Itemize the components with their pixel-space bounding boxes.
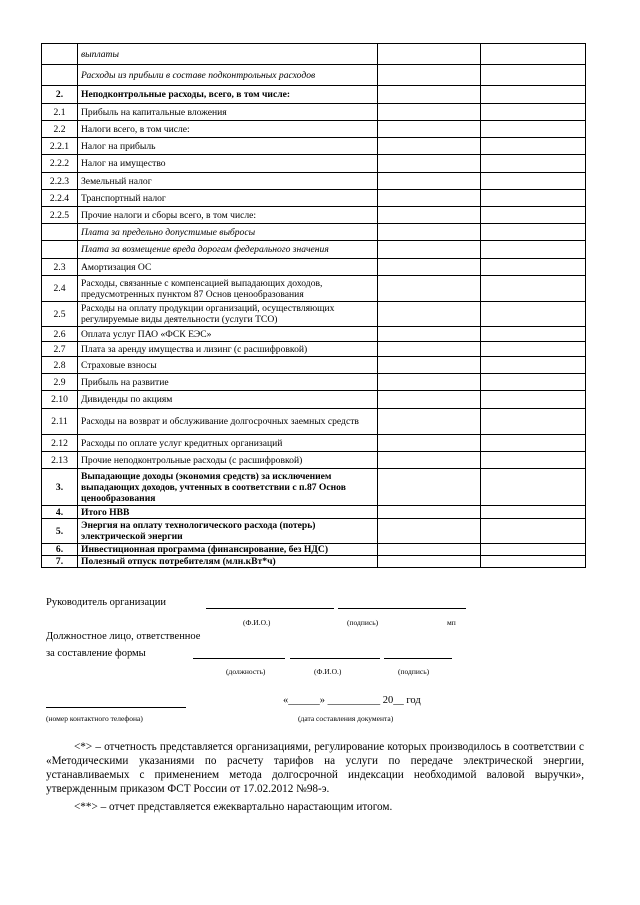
footnote-1: <*> – отчетность представляется организациями, регулирование которых производилось в соответствии с «Методическими указаниями по расчету тарифов на услуги по передаче электрической энергии, устанавливаемых с применением метода долгосрочной индексации необходимой валовой выручки», утвержденным приказом ФСТ России от 17.02.2012 №98-э. — [46, 741, 584, 795]
row-title: Выпадающие доходы (экономия средств) за исключением выпадающих доходов, учтенных в соответствии с п.87 Основ ценообразования — [78, 469, 378, 506]
value-cell — [481, 469, 586, 506]
value-cell — [481, 342, 586, 357]
value-cell — [378, 519, 481, 544]
row-title: Энергия на оплату технологического расхода (потерь) электрической энергии — [78, 519, 378, 544]
row-number: 7. — [42, 556, 78, 568]
value-cell — [481, 452, 586, 469]
value-cell — [378, 173, 481, 190]
value-cell — [481, 121, 586, 138]
row-title: Неподконтрольные расходы, всего, в том числе: — [78, 86, 378, 104]
table-row — [42, 556, 586, 568]
table-row — [42, 519, 586, 544]
row-title: Итого НВВ — [78, 506, 378, 519]
row-title: Расходы на возврат и обслуживание долгосрочных заемных средств — [78, 409, 378, 435]
value-cell — [378, 452, 481, 469]
value-cell — [481, 190, 586, 207]
value-cell — [481, 435, 586, 452]
position-caption: (должность) — [226, 667, 266, 676]
value-cell — [481, 391, 586, 409]
value-cell — [378, 121, 481, 138]
row-number — [42, 224, 78, 241]
value-cell — [378, 374, 481, 391]
value-cell — [481, 155, 586, 173]
official-sign-line — [384, 658, 452, 659]
expense-table — [41, 43, 586, 568]
official-fio-line — [290, 658, 380, 659]
official-label-1: Должностное лицо, ответственное — [46, 631, 201, 642]
value-cell — [481, 544, 586, 556]
row-title: Амортизация ОС — [78, 259, 378, 276]
value-cell — [378, 65, 481, 86]
value-cell — [481, 241, 586, 259]
table-row — [42, 121, 586, 138]
table-row — [42, 241, 586, 259]
table-row — [42, 409, 586, 435]
row-title: Прибыль на капитальные вложения — [78, 104, 378, 121]
row-title: Расходы на оплату продукции организаций, осуществляющих регулируемые виды деятельности (услуги ТСО) — [78, 302, 378, 327]
row-title: Плата за предельно допустимые выбросы — [78, 224, 378, 241]
row-title: Прибыль на развитие — [78, 374, 378, 391]
row-number: 2.1 — [42, 104, 78, 121]
row-number: 2.2.3 — [42, 173, 78, 190]
table-row — [42, 391, 586, 409]
row-number: 2.2.2 — [42, 155, 78, 173]
value-cell — [481, 519, 586, 544]
value-cell — [481, 259, 586, 276]
value-cell — [481, 86, 586, 104]
value-cell — [378, 357, 481, 374]
row-number: 4. — [42, 506, 78, 519]
row-number: 2.7 — [42, 342, 78, 357]
row-title: Налог на прибыль — [78, 138, 378, 155]
table-row — [42, 224, 586, 241]
value-cell — [378, 190, 481, 207]
value-cell — [378, 224, 481, 241]
table-row — [42, 138, 586, 155]
row-number: 6. — [42, 544, 78, 556]
date-field: «______» __________ 20__ год — [283, 695, 421, 706]
phone-caption: (номер контактного телефона) — [46, 714, 143, 723]
table-row — [42, 259, 586, 276]
value-cell — [378, 138, 481, 155]
value-cell — [481, 104, 586, 121]
value-cell — [481, 302, 586, 327]
value-cell — [481, 138, 586, 155]
row-title: Дивиденды по акциям — [78, 391, 378, 409]
value-cell — [481, 327, 586, 342]
value-cell — [378, 435, 481, 452]
value-cell — [378, 44, 481, 65]
value-cell — [481, 506, 586, 519]
table-row — [42, 374, 586, 391]
value-cell — [378, 391, 481, 409]
row-title: Транспортный налог — [78, 190, 378, 207]
value-cell — [378, 556, 481, 568]
row-number — [42, 241, 78, 259]
row-number: 2.3 — [42, 259, 78, 276]
row-number: 2.6 — [42, 327, 78, 342]
official-sign-caption: (подпись) — [398, 667, 430, 676]
row-number: 2. — [42, 86, 78, 104]
value-cell — [481, 65, 586, 86]
row-number: 2.10 — [42, 391, 78, 409]
table-row — [42, 155, 586, 173]
value-cell — [378, 86, 481, 104]
row-title: Налоги всего, в том числе: — [78, 121, 378, 138]
table-row — [42, 44, 586, 65]
row-number: 2.4 — [42, 276, 78, 302]
table-row — [42, 506, 586, 519]
row-title: выплаты — [78, 44, 378, 65]
value-cell — [378, 104, 481, 121]
table-row — [42, 435, 586, 452]
value-cell — [378, 207, 481, 224]
row-number: 2.12 — [42, 435, 78, 452]
row-title: Плата за возмещение вреда дорогам федерального значения — [78, 241, 378, 259]
table-row — [42, 173, 586, 190]
table-row — [42, 357, 586, 374]
row-number: 2.9 — [42, 374, 78, 391]
row-number — [42, 65, 78, 86]
value-cell — [378, 155, 481, 173]
row-number: 2.8 — [42, 357, 78, 374]
value-cell — [481, 224, 586, 241]
row-number: 2.2.5 — [42, 207, 78, 224]
row-number: 2.13 — [42, 452, 78, 469]
value-cell — [378, 302, 481, 327]
row-title: Расходы по оплате услуг кредитных организаций — [78, 435, 378, 452]
value-cell — [481, 556, 586, 568]
table-row — [42, 276, 586, 302]
row-title: Инвестиционная программа (финансирование, без НДС) — [78, 544, 378, 556]
value-cell — [481, 409, 586, 435]
stamp-caption: мп — [447, 618, 456, 627]
table-row — [42, 104, 586, 121]
table-row — [42, 469, 586, 506]
value-cell — [378, 544, 481, 556]
value-cell — [481, 357, 586, 374]
value-cell — [378, 506, 481, 519]
row-number: 2.5 — [42, 302, 78, 327]
row-number — [42, 44, 78, 65]
head-fio-caption: (Ф.И.О.) — [243, 618, 271, 627]
row-number: 3. — [42, 469, 78, 506]
value-cell — [378, 276, 481, 302]
row-number: 2.2 — [42, 121, 78, 138]
value-cell — [481, 173, 586, 190]
row-title: Земельный налог — [78, 173, 378, 190]
value-cell — [378, 469, 481, 506]
row-title: Налог на имущество — [78, 155, 378, 173]
head-sign-caption: (подпись) — [347, 618, 379, 627]
table-row — [42, 452, 586, 469]
table-row — [42, 327, 586, 342]
value-cell — [378, 342, 481, 357]
value-cell — [481, 44, 586, 65]
official-label-2: за составление формы — [46, 648, 146, 659]
phone-line — [46, 707, 186, 708]
position-line — [193, 658, 285, 659]
row-title: Оплата услуг ПАО «ФСК ЕЭС» — [78, 327, 378, 342]
row-title: Расходы из прибыли в составе подконтрольных расходов — [78, 65, 378, 86]
footnote-2: <**> – отчет представляется ежеквартально нарастающим итогом. — [74, 801, 393, 813]
table-row — [42, 544, 586, 556]
table-row — [42, 302, 586, 327]
row-number: 2.2.1 — [42, 138, 78, 155]
table-row — [42, 65, 586, 86]
table-row — [42, 342, 586, 357]
row-title: Расходы, связанные с компенсацией выпадающих доходов, предусмотренных пунктом 87 Основ ценообразования — [78, 276, 378, 302]
value-cell — [378, 327, 481, 342]
official-fio-caption: (Ф.И.О.) — [314, 667, 342, 676]
value-cell — [481, 276, 586, 302]
table-row — [42, 86, 586, 104]
row-title: Полезный отпуск потребителям (млн.кВт*ч) — [78, 556, 378, 568]
row-title: Плата за аренду имущества и лизинг (с расшифровкой) — [78, 342, 378, 357]
head-sign-line — [338, 608, 466, 609]
head-fio-line — [206, 608, 334, 609]
value-cell — [481, 207, 586, 224]
table-row — [42, 207, 586, 224]
row-number: 5. — [42, 519, 78, 544]
row-title: Прочие налоги и сборы всего, в том числе: — [78, 207, 378, 224]
row-title: Страховые взносы — [78, 357, 378, 374]
row-number: 2.2.4 — [42, 190, 78, 207]
value-cell — [378, 409, 481, 435]
row-title: Прочие неподконтрольные расходы (с расшифровкой) — [78, 452, 378, 469]
head-label: Руководитель организации — [46, 597, 166, 608]
value-cell — [481, 374, 586, 391]
table-row — [42, 190, 586, 207]
value-cell — [378, 259, 481, 276]
value-cell — [378, 241, 481, 259]
row-number: 2.11 — [42, 409, 78, 435]
date-caption: (дата составления документа) — [298, 714, 394, 723]
